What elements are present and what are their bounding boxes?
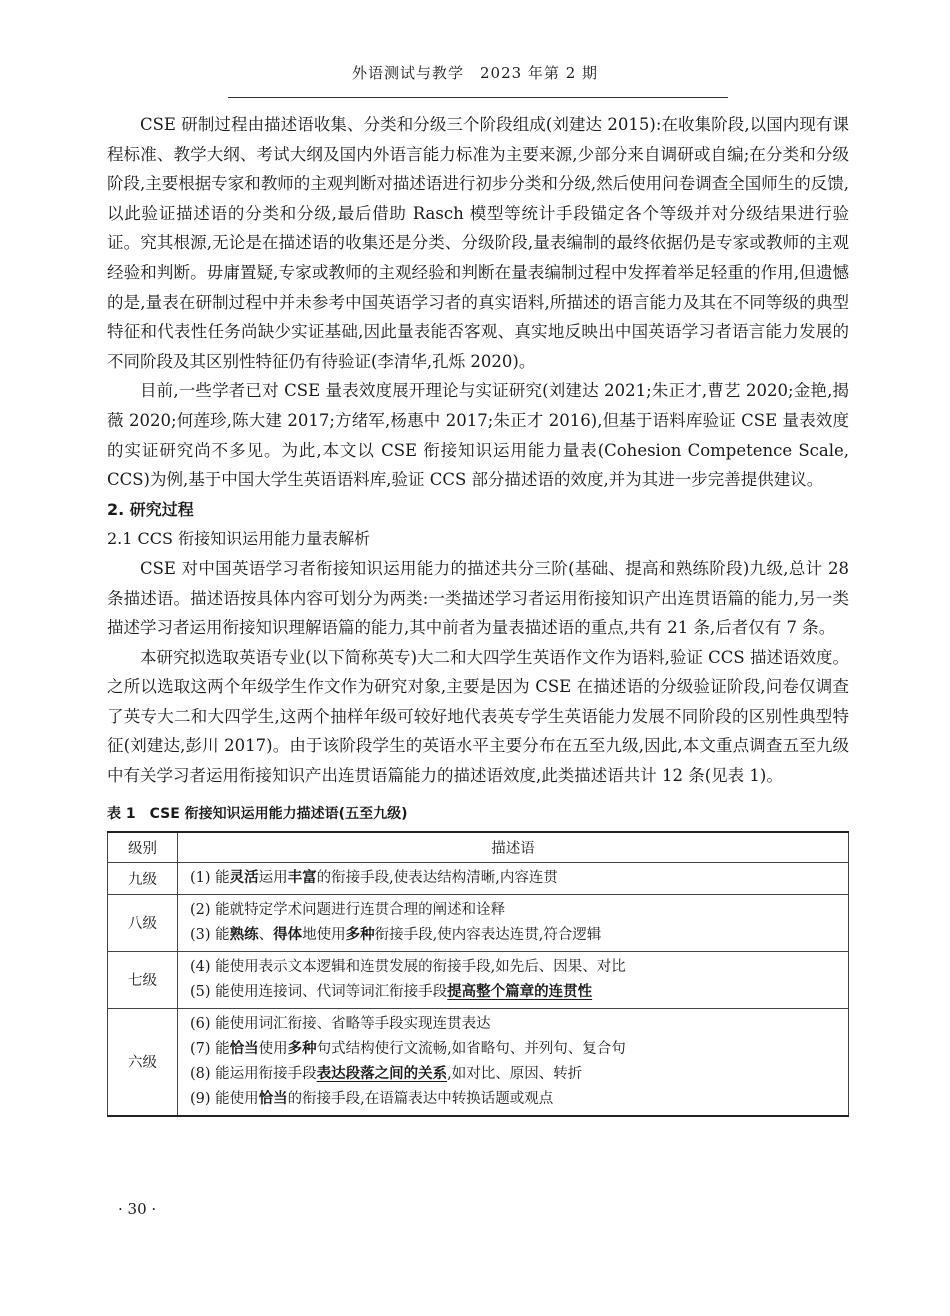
descriptor-text: (5) 能使用连接词、代词等词汇衔接手段 [190,983,448,1000]
descriptor-item [190,866,836,891]
paragraph: 目前,一些学者已对 CSE 量表效度展开理论与实证研究(刘建达 2021;朱正才,曹艺 2020;金艳,揭薇 2020;何莲珍,陈大建 2017;方绪军,杨惠中 2017;朱正才 2016),但基于语料库验证 CSE 量表效度的实证研究尚不多见。为此,本文以 CSE 衔接知识运用能力量表(Cohesion Competence Scale, CCS)为例,基于中国大学生英语语料库,验证 CCS 部分描述语的效度,并为其进一步完善提供建议。 [107,381,849,490]
table-caption: 表 1 CSE 衔接知识运用能力描述语(五至九级) [107,805,408,822]
descriptor-item [190,955,836,980]
descriptor-text: (8) 能运用衔接手段 [190,1065,317,1082]
running-header: 外语测试与教学 2023 年第 2 期 [351,64,599,82]
level-cell: 六级 [108,1008,178,1116]
descriptor-text: (7) 能 [190,1040,230,1057]
paragraph: CSE 对中国英语学习者衔接知识运用能力的描述共分三阶(基础、提高和熟练阶段)九级,总计 28 条描述语。描述语按具体内容可划分为两类:一类描述学习者运用衔接知识产出连贯语篇的能力,另一类描述学习者运用衔接知识理解语篇的能力,其中前者为量表描述语的重点,共有 21 条,后者仅有 7 条。 [107,558,849,638]
descriptor-item [190,1037,836,1062]
emphasis-text: 丰富 [287,869,317,886]
page-number: · 30 · [118,1200,157,1218]
table-row [108,1008,849,1116]
table-row [108,951,849,1008]
descriptor-text: 句式结构使行文流畅,如省略句、并列句、复合句 [316,1040,626,1057]
level-cell: 八级 [108,894,178,951]
emphasis-text: 提高整个篇章的连贯性 [447,983,593,1000]
emphasis-text: 恰当 [229,1040,259,1057]
descriptor-text: 地使用 [302,926,346,943]
descriptor-text: (1) 能 [190,869,230,886]
emphasis-text: 得体 [273,926,303,943]
article-body [107,110,849,1117]
descriptor-text: 运用 [258,869,288,886]
emphasis-text: 表达段落之间的关系 [316,1065,448,1082]
level-cell: 九级 [108,862,178,894]
paragraph: 本研究拟选取英语专业(以下简称英专)大二和大四学生英语作文作为语料,验证 CCS 描述语效度。之所以选取这两个年级学生作文作为研究对象,主要是因为 CSE 在描述语的分级验证阶段,问卷仅调查了英专大二和大四学生,这两个抽样年级可较好地代表英专学生英语能力发展不同阶段的区别性典型特征(刘建达,彭川 2017)。由于该阶段学生的英语水平主要分布在五至九级,因此,本文重点调查五至九级中有关学习者运用衔接知识产出连贯语篇能力的描述语效度,此类描述语共计 12 条(见表 1)。 [107,647,849,786]
header-rule [228,97,728,98]
descriptor-item [190,980,836,1005]
section-heading: 2. 研究过程 [107,499,194,519]
subsection-heading: 2.1 CCS 衔接知识运用能力量表解析 [107,529,371,549]
emphasis-text: 灵活 [229,869,259,886]
descriptor-text: (9) 能使用 [190,1090,259,1107]
descriptor-item [190,1012,836,1037]
header-descriptor: 描述语 [178,832,849,863]
emphasis-text: 熟练 [229,926,259,943]
descriptor-cell [178,951,849,1008]
table-body [108,862,849,1116]
descriptor-table [107,831,849,1117]
descriptor-text: (4) 能使用表示文本逻辑和连贯发展的衔接手段,如先后、因果、对比 [190,958,626,975]
descriptor-item [190,923,836,948]
descriptor-item [190,1062,836,1087]
header-level: 级别 [108,832,178,863]
table-header-row [108,832,849,863]
descriptor-text: 、 [258,926,274,943]
descriptor-cell [178,1008,849,1116]
descriptor-item [190,1087,836,1112]
descriptor-text: (2) 能就特定学术问题进行连贯合理的阐述和诠释 [190,901,506,918]
descriptor-item [190,898,836,923]
descriptor-cell [178,894,849,951]
descriptor-text: (3) 能 [190,926,230,943]
level-cell: 七级 [108,951,178,1008]
descriptor-text: 的衔接手段,在语篇表达中转换话题或观点 [287,1090,554,1107]
descriptor-cell [178,862,849,894]
emphasis-text: 恰当 [258,1090,288,1107]
descriptor-text: 衔接手段,使内容表达连贯,符合逻辑 [374,926,602,943]
emphasis-text: 多种 [287,1040,317,1057]
table-row [108,862,849,894]
descriptor-text: 的衔接手段,使表达结构清晰,内容连贯 [316,869,558,886]
paragraph: CSE 研制过程由描述语收集、分类和分级三个阶段组成(刘建达 2015):在收集阶段,以国内现有课程标准、教学大纲、考试大纲及国内外语言能力标准为主要来源,少部分来自调研或自编;在分类和分级阶段,主要根据专家和教师的主观判断对描述语进行初步分类和分级,然后使用问卷调查全国师生的反馈,以此验证描述语的分类和分级,最后借助 Rasch 模型等统计手段锚定各个等级并对分级结果进行验证。究其根源,无论是在描述语的收集还是分类、分级阶段,量表编制的最终依据仍是专家或教师的主观经验和判断。毋庸置疑,专家或教师的主观经验和判断在量表编制过程中发挥着举足轻重的作用,但遗憾的是,量表在研制过程中并未参考中国英语学习者的真实语料,所描述的语言能力及其在不同等级的典型特征和代表性任务尚缺少实证基础,因此量表能否客观、真实地反映出中国英语学习者语言能力发展的不同阶段及其区别性特征仍有待验证(李清华,孔烁 2020)。 [107,115,849,371]
table-row [108,894,849,951]
descriptor-text: ,如对比、原因、转折 [447,1065,583,1082]
descriptor-text: (6) 能使用词汇衔接、省略等手段实现连贯表达 [190,1015,491,1032]
descriptor-text: 使用 [258,1040,288,1057]
emphasis-text: 多种 [345,926,375,943]
